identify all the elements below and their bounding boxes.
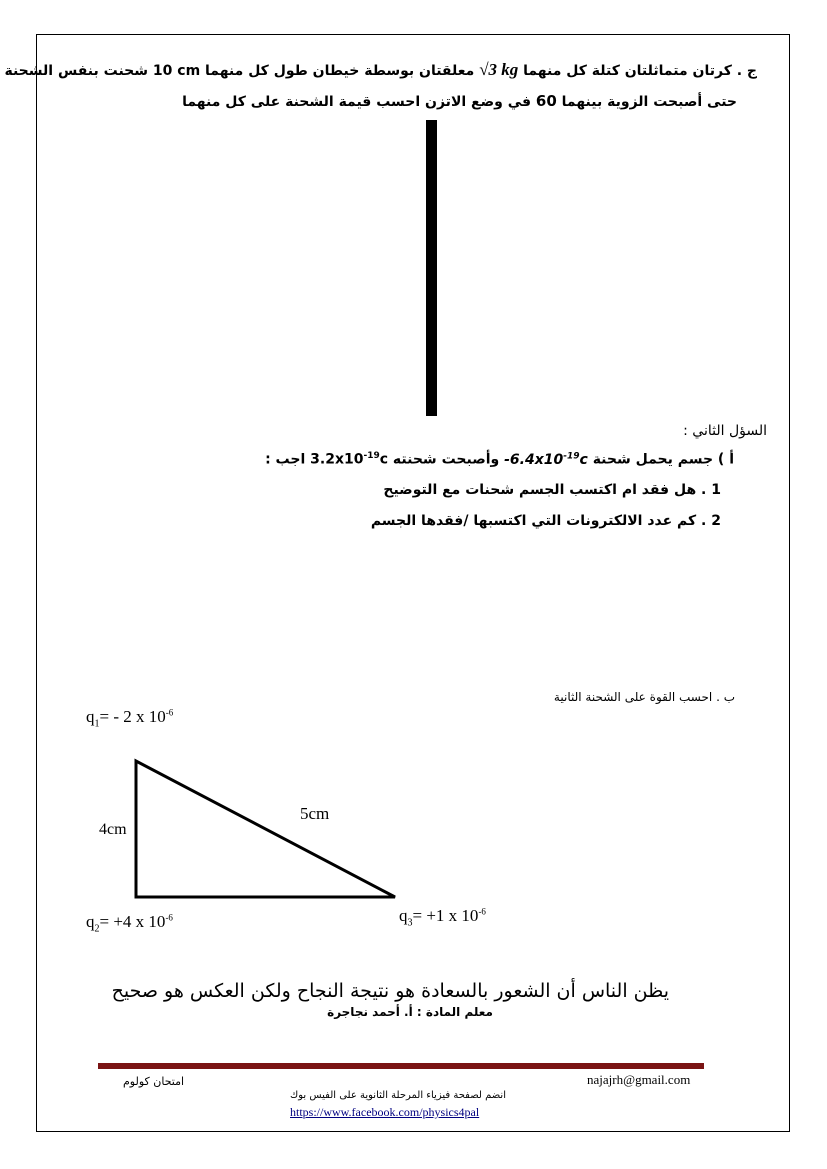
initial-charge-exp: -19 — [563, 451, 580, 461]
q3-value: = +1 x 10 — [412, 906, 479, 925]
side-vertical-label: 4cm — [99, 821, 127, 838]
final-charge-base: 3.2x10 — [310, 451, 364, 468]
q3-symbol: q — [399, 906, 408, 925]
hypotenuse-label: 5cm — [300, 804, 330, 823]
initial-charge-base: -6.4x10 — [504, 451, 564, 468]
problem-c-text-a: ج . كرتان متماثلتان كتلة كل منهما — [523, 63, 757, 79]
footer-email[interactable]: najajrh@gmail.com — [587, 1072, 691, 1087]
q1-value: = - 2 x 10 — [99, 707, 166, 726]
q2-value: = +4 x 10 — [99, 912, 166, 931]
q1-label — [86, 707, 173, 729]
q1-symbol: q — [86, 707, 95, 726]
problem-c-text-d: حتى أصبحت الزوية بينهما — [561, 94, 737, 110]
triangle-shape — [136, 761, 395, 897]
teacher-name: معلم المادة : أ. أحمد نجاجرة — [327, 1005, 493, 1019]
problem-c-text-c: شحنت بنفس الشحنة — [4, 63, 149, 79]
mass-value: √3 kg — [479, 60, 519, 79]
q1-exponent: -6 — [165, 707, 174, 718]
problem-c-text-e: في وضع الاتزن احسب قيمة الشحنة على كل منهما — [182, 94, 532, 110]
q3-exponent: -6 — [478, 906, 486, 917]
footer-join-text: انضم لصفحة فيزياء المرحلة الثانوية على الفيس بوك — [290, 1090, 506, 1101]
part-b-text: ب . احسب القوة على الشحنة الثانية — [553, 690, 735, 704]
q2-label — [86, 912, 173, 934]
motivational-quote: يظن الناس أن الشعور بالسعادة هو نتيجة النجاح ولكن العكس هو صحيح — [111, 980, 669, 1002]
q3-label — [399, 906, 486, 928]
part-a-prefix: أ ) جسم يحمل شحنة — [592, 451, 734, 468]
length-value: 10 cm — [152, 63, 201, 79]
question2-item1: 1 . هل فقد ام اكتسب الجسم شحنات مع التوضيح — [383, 482, 721, 498]
q2-subscript: 2 — [94, 923, 100, 935]
q1-subscript: 1 — [94, 718, 100, 730]
question2-item2: 2 . كم عدد الالكترونات التي اكتسبها /فقدها الجسم — [370, 513, 721, 529]
final-charge-unit: c — [379, 451, 389, 468]
q3-subscript: 3 — [407, 917, 413, 929]
final-charge-exp: -19 — [363, 451, 380, 461]
footer-exam-name: امتحان كولوم — [123, 1075, 185, 1088]
initial-charge-unit: c — [579, 451, 588, 468]
problem-c-text-b: معلقتان بوسطة خيطان طول كل منهما — [205, 63, 475, 79]
footer-facebook-link[interactable]: https://www.facebook.com/physics4pal — [290, 1105, 480, 1119]
q2-symbol: q — [86, 912, 95, 931]
part-a-middle: وأصبحت شحنته — [392, 451, 500, 468]
footer-divider — [98, 1063, 704, 1069]
angle-value: 60 — [535, 92, 557, 110]
q2-exponent: -6 — [165, 912, 173, 923]
part-a-suffix: اجب : — [265, 451, 306, 468]
question2-heading: السؤل الثاني : — [683, 423, 767, 439]
